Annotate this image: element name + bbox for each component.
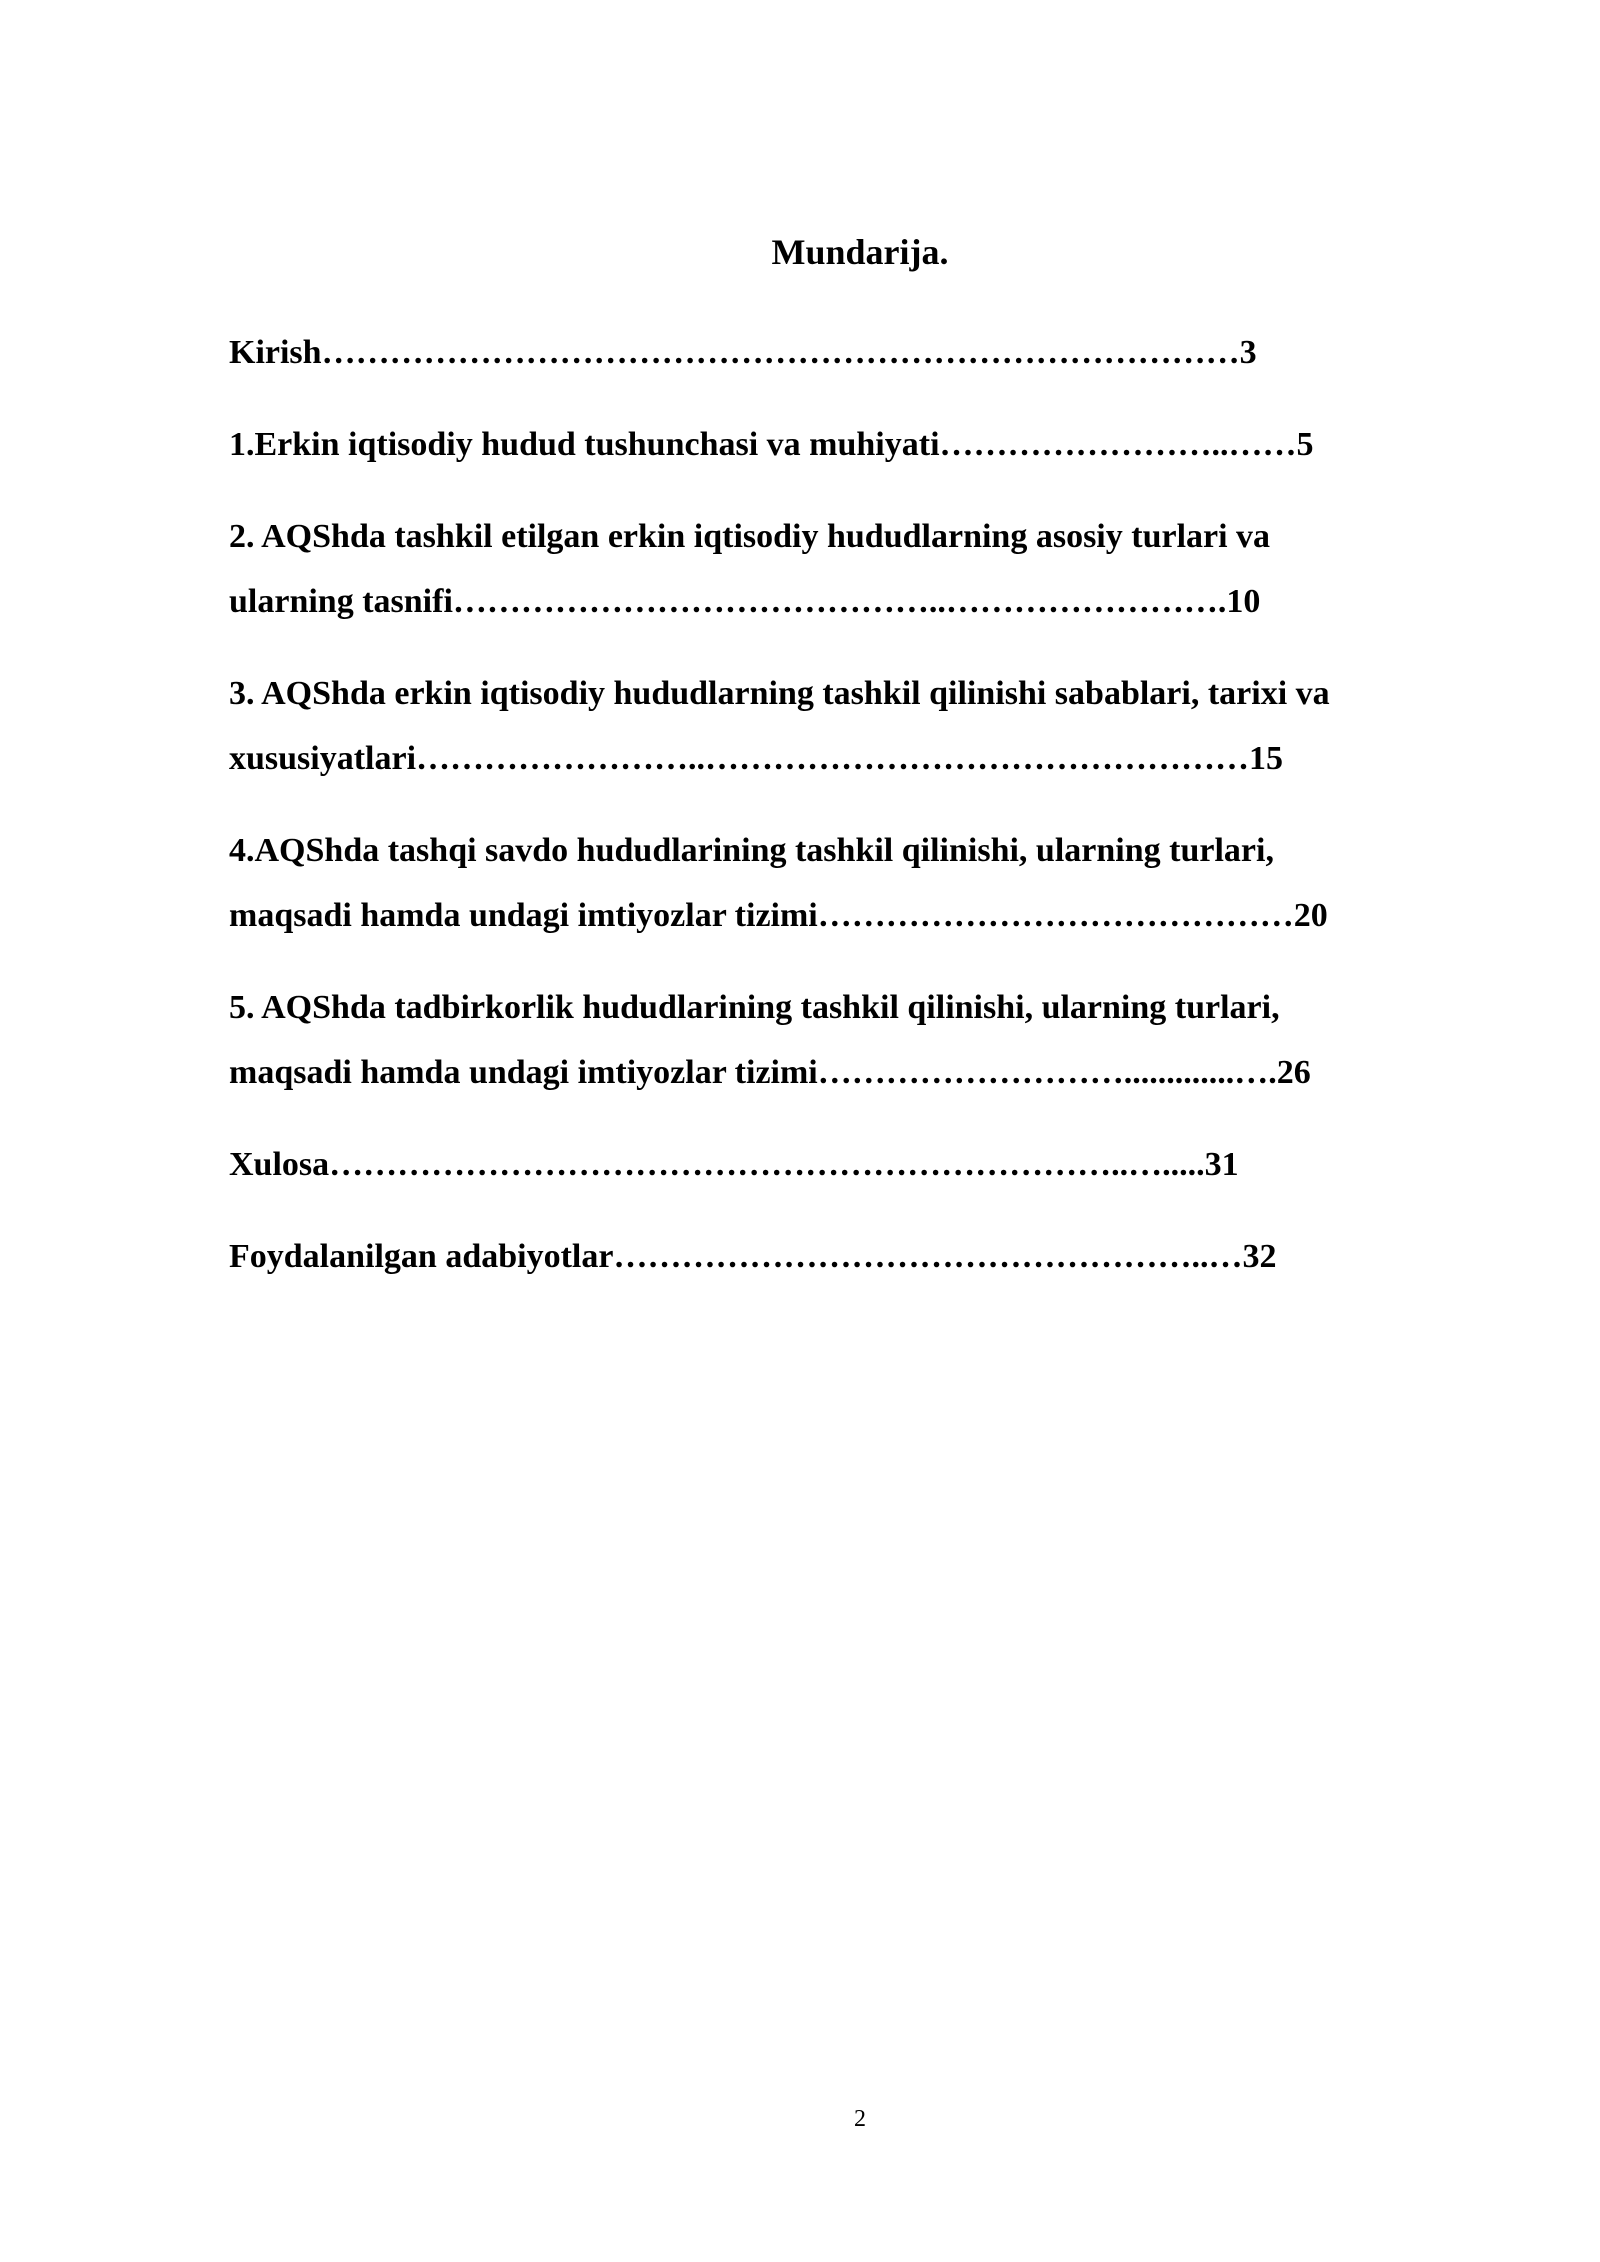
toc-entry-line: 5. AQShda tadbirkorlik hududlarining tashkil qilinishi, ularning turlari, <box>229 989 1280 1026</box>
toc-entry-line: 4.AQShda tashqi savdo hududlarining tashkil qilinishi, ularning turlari, <box>229 832 1274 869</box>
toc-entry-conclusion <box>229 1132 1479 1197</box>
toc-entry-chapter-2 <box>229 504 1479 634</box>
toc-entry-references <box>229 1224 1479 1289</box>
toc-entry-line: maqsadi hamda undagi imtiyozlar tizimi……………………….............….26 <box>229 1054 1311 1091</box>
toc-entry-line: 1.Erkin iqtisodiy hudud tushunchasi va muhiyati……………………..……5 <box>229 426 1314 463</box>
toc-entry-line: 2. AQShda tashkil etilgan erkin iqtisodiy hududlarning asosiy turlari va <box>229 518 1271 555</box>
toc-entry-introduction <box>229 320 1479 385</box>
toc-entry-line: xususiyatlari……………………..…………………………………………15 <box>229 740 1284 777</box>
toc-entry-line: maqsadi hamda undagi imtiyozlar tizimi……………………………………20 <box>229 897 1328 934</box>
toc-entry-chapter-1 <box>229 412 1479 477</box>
toc-entry-line: Xulosa……………………………………………………………..….....31 <box>229 1146 1239 1183</box>
toc-entry-line: 3. AQShda erkin iqtisodiy hududlarning tashkil qilinishi sabablari, tarixi va <box>229 675 1330 712</box>
toc-entry-chapter-5 <box>229 975 1479 1105</box>
toc-entry-line: Foydalanilgan adabiyotlar……………………………………………..…32 <box>229 1238 1277 1275</box>
toc-entry-line: ularning tasnifi……………………………………..…………………….10 <box>229 583 1261 620</box>
toc-entry-chapter-4 <box>229 818 1479 948</box>
page-number: 2 <box>854 2106 866 2132</box>
toc-entry-chapter-3 <box>229 661 1479 791</box>
page-title: Mundarija. <box>771 232 949 272</box>
toc-entry-line: Kirish………………………………………………………………………3 <box>229 334 1257 371</box>
table-of-contents <box>229 320 1479 1316</box>
